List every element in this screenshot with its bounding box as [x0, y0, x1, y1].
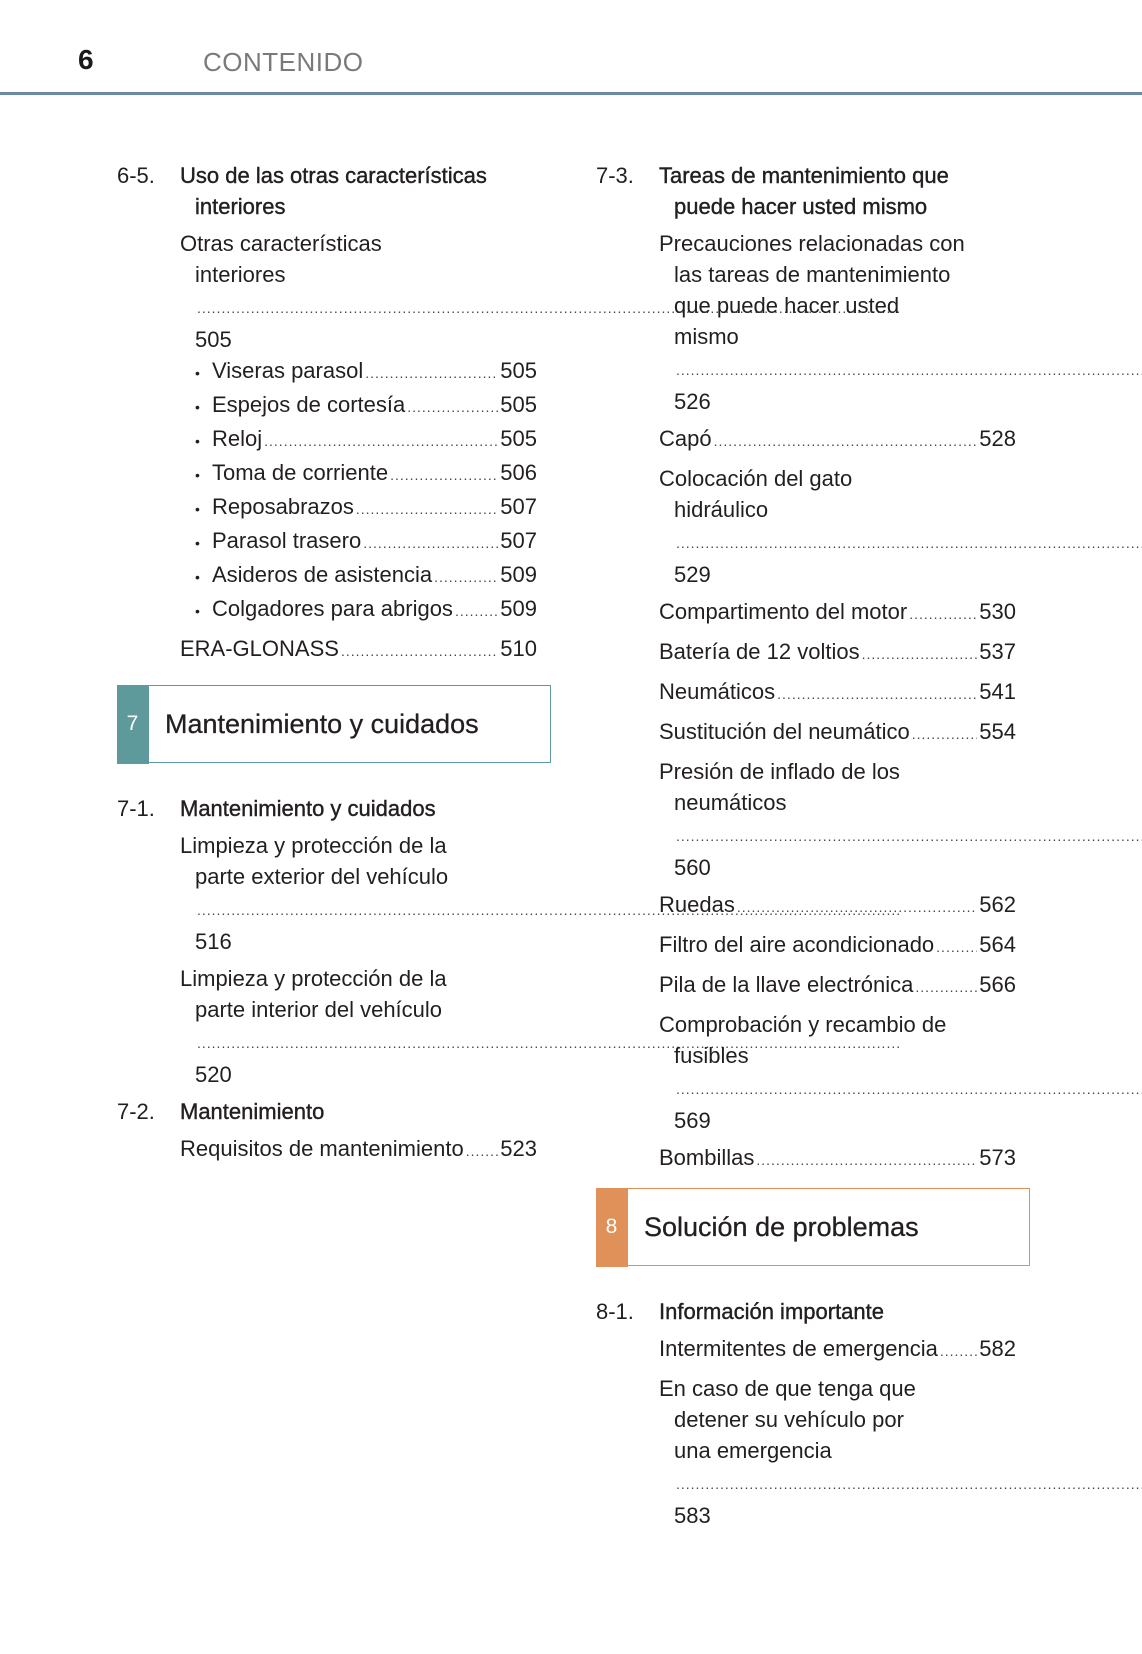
toc-bullet-entry[interactable]: [180, 491, 537, 525]
page-ref: 583: [674, 1503, 711, 1528]
toc-bullet-entry[interactable]: [180, 525, 537, 559]
bullet-icon: •: [195, 535, 200, 551]
toc-entry[interactable]: [659, 1142, 1016, 1176]
toc-right-column: [596, 160, 1036, 1537]
header-divider: [0, 92, 1142, 95]
entry-text: Neumáticos: [659, 679, 776, 704]
entry-text: neumáticos: [674, 790, 787, 815]
toc-bullet-entry[interactable]: [180, 423, 537, 457]
entry-text: Compartimento del motor: [659, 599, 908, 624]
dot-leader: [356, 494, 498, 525]
entry-text: Sustitución del neumático: [659, 719, 910, 744]
page-ref: 537: [979, 639, 1016, 664]
toc-entry[interactable]: [659, 889, 1016, 923]
dot-leader: [862, 639, 978, 670]
toc-entry[interactable]: [659, 636, 1016, 670]
bullet-list: [180, 355, 537, 627]
toc-entry[interactable]: [659, 676, 1016, 710]
section-number: 7-2.: [117, 1099, 155, 1124]
toc-entry[interactable]: [659, 716, 1016, 750]
toc-entry[interactable]: [659, 756, 1016, 883]
entry-text: detener su vehículo por: [674, 1407, 904, 1432]
entry-text: Bombillas: [659, 1145, 755, 1170]
entry-text: Batería de 12 voltios: [659, 639, 860, 664]
toc-entry[interactable]: [659, 969, 1016, 1003]
dot-leader: [365, 358, 498, 389]
page-ref: 541: [979, 679, 1016, 704]
page-ref: 562: [979, 892, 1016, 917]
entry-text: Limpieza y protección de la: [180, 833, 447, 858]
dot-leader: [936, 932, 977, 963]
toc-entry[interactable]: [180, 1133, 537, 1167]
dot-leader: [756, 1145, 977, 1176]
entry-text: fusibles: [674, 1043, 749, 1068]
page-ref: 520: [195, 1062, 232, 1087]
bullet-icon: •: [195, 569, 200, 585]
entry-text: Requisitos de mantenimiento: [180, 1136, 464, 1161]
toc-bullet-entry[interactable]: [180, 355, 537, 389]
section-number: 8-1.: [596, 1299, 634, 1324]
page-ref: 505: [500, 426, 537, 451]
page-ref: 573: [979, 1145, 1016, 1170]
toc-entry[interactable]: [659, 463, 1016, 590]
entry-text: Espejos de cortesía: [212, 392, 406, 417]
section-title: Mantenimiento y cuidados: [180, 796, 436, 821]
entry-text: ERA-GLONASS: [180, 636, 339, 661]
page-ref: 560: [674, 855, 711, 880]
toc-entry[interactable]: [180, 830, 537, 957]
entry-text: parte interior del vehículo: [195, 997, 443, 1022]
chapter-number-tab: 7: [117, 685, 149, 764]
entry-text: Colgadores para abrigos: [212, 596, 453, 621]
toc-left-column: [117, 160, 557, 1173]
toc-bullet-entry[interactable]: [180, 559, 537, 593]
dot-leader: [363, 528, 498, 559]
page-ref: 505: [500, 358, 537, 383]
toc-entry[interactable]: [659, 1333, 1016, 1367]
page-ref: 526: [674, 389, 711, 414]
section-title-line1: Tareas de mantenimiento que: [659, 163, 949, 188]
toc-bullet-entry[interactable]: [180, 593, 537, 627]
dot-leader: [915, 972, 977, 1003]
page-ref: 554: [979, 719, 1016, 744]
entry-text: Colocación del gato: [659, 466, 853, 491]
page-ref: 507: [500, 528, 537, 553]
entry-text: Presión de inflado de los: [659, 759, 900, 784]
bullet-icon: •: [195, 603, 200, 619]
entry-text: Reposabrazos: [212, 494, 354, 519]
section-title-line2: interiores: [195, 194, 286, 219]
section-number: 6-5.: [117, 163, 155, 188]
toc-entry[interactable]: [659, 228, 1016, 417]
dot-leader: [676, 535, 1142, 551]
chapter-number-tab: 8: [596, 1188, 628, 1267]
entry-text: Capó: [659, 426, 712, 451]
page-ref: 507: [500, 494, 537, 519]
page-header: [0, 0, 1142, 96]
dot-leader: [434, 562, 498, 593]
dot-leader: [455, 596, 498, 627]
page-ref: 564: [979, 932, 1016, 957]
entry-text: Toma de corriente: [212, 460, 389, 485]
entry-text: mismo: [674, 324, 739, 349]
entry-text: Precauciones relacionadas con: [659, 231, 965, 256]
entry-text: que puede hacer usted: [674, 293, 900, 318]
bullet-icon: •: [195, 399, 200, 415]
entry-text: una emergencia: [674, 1438, 832, 1463]
section-heading-6-5[interactable]: [117, 160, 557, 222]
toc-bullet-entry[interactable]: [180, 389, 537, 423]
toc-entry[interactable]: [659, 929, 1016, 963]
entry-text: hidráulico: [674, 497, 769, 522]
page-ref: 523: [500, 1136, 537, 1161]
page-ref: 569: [674, 1108, 711, 1133]
entry-text: interiores: [195, 262, 286, 287]
entry-text: Ruedas: [659, 892, 735, 917]
dot-leader: [777, 679, 977, 710]
dot-leader: [940, 1336, 977, 1367]
toc-entry[interactable]: [180, 963, 537, 1090]
toc-entry[interactable]: [659, 1373, 1016, 1531]
section-number: 7-3.: [596, 163, 634, 188]
bullet-icon: •: [195, 501, 200, 517]
section-title: [180, 160, 557, 222]
section-title: Mantenimiento: [180, 1099, 325, 1124]
dot-leader: [909, 599, 977, 630]
toc-entry[interactable]: [659, 423, 1016, 457]
dot-leader: [676, 828, 1142, 844]
entry-text: Pila de la llave electrónica: [659, 972, 914, 997]
page-ref: 505: [195, 327, 232, 352]
page-ref: 505: [500, 392, 537, 417]
entry-text: Reloj: [212, 426, 263, 451]
chapter-banner-7[interactable]: [117, 685, 551, 763]
page-ref: 506: [500, 460, 537, 485]
dot-leader: [714, 426, 978, 457]
entry-text: parte exterior del vehículo: [195, 864, 449, 889]
entry-text: las tareas de mantenimiento: [674, 262, 951, 287]
entry-text: Comprobación y recambio de: [659, 1012, 947, 1037]
section-heading-7-3[interactable]: [596, 160, 1036, 222]
dot-leader: [466, 1136, 499, 1167]
toc-entry[interactable]: [659, 596, 1016, 630]
dot-leader: [341, 636, 498, 667]
entry-text: Asideros de asistencia: [212, 562, 433, 587]
dot-leader: [390, 460, 498, 491]
page-ref: 516: [195, 929, 232, 954]
entry-text: En caso de que tenga que: [659, 1376, 916, 1401]
chapter-title: Mantenimiento y cuidados: [165, 708, 479, 739]
dot-leader: [912, 719, 978, 750]
section-heading-7-2[interactable]: [117, 1096, 557, 1127]
page-ref: 566: [979, 972, 1016, 997]
bullet-icon: •: [195, 365, 200, 381]
chapter-banner-8[interactable]: [596, 1188, 1030, 1266]
page-ref: 529: [674, 562, 711, 587]
running-title: CONTENIDO: [203, 47, 364, 77]
section-title: Información importante: [659, 1299, 884, 1324]
dot-leader: [264, 426, 498, 457]
dot-leader: [676, 1081, 1142, 1097]
page-ref: 530: [979, 599, 1016, 624]
toc-entry[interactable]: [180, 228, 537, 355]
entry-text: Filtro del aire acondicionado: [659, 932, 935, 957]
entry-text: Parasol trasero: [212, 528, 362, 553]
toc-entry[interactable]: [659, 1009, 1016, 1136]
section-heading-8-1[interactable]: [596, 1296, 1036, 1327]
section-title-line1: Uso de las otras características: [180, 163, 487, 188]
page-ref: 509: [500, 596, 537, 621]
section-heading-7-1[interactable]: [117, 793, 557, 824]
entry-text: Limpieza y protección de la: [180, 966, 447, 991]
page-ref: 510: [500, 636, 537, 661]
toc-bullet-entry[interactable]: [180, 457, 537, 491]
entry-text: Viseras parasol: [212, 358, 364, 383]
dot-leader: [676, 1476, 1142, 1492]
section-title-line2: puede hacer usted mismo: [674, 194, 928, 219]
page-number: 6: [78, 44, 94, 75]
page-ref: 509: [500, 562, 537, 587]
toc-entry[interactable]: [180, 633, 537, 667]
section-number: 7-1.: [117, 796, 155, 821]
chapter-title: Solución de problemas: [644, 1211, 919, 1242]
dot-leader: [407, 392, 498, 423]
page-ref: 528: [979, 426, 1016, 451]
dot-leader: [676, 362, 1142, 378]
entry-text: Intermitentes de emergencia: [659, 1336, 938, 1361]
entry-text: Otras características: [180, 231, 382, 256]
dot-leader: [737, 892, 977, 923]
bullet-icon: •: [195, 467, 200, 483]
page-ref: 582: [979, 1336, 1016, 1361]
bullet-icon: •: [195, 433, 200, 449]
section-title: [659, 160, 1036, 222]
